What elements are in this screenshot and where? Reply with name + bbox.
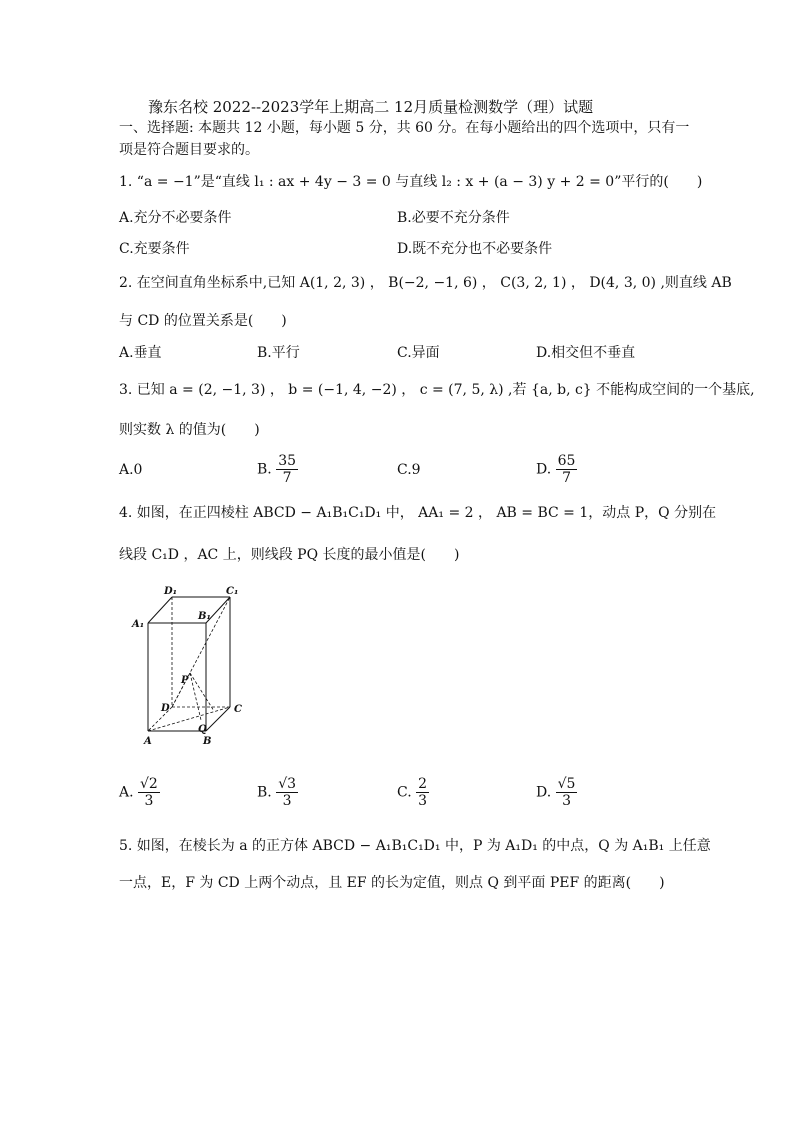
option-prefix: B. <box>257 461 272 478</box>
edge-a1-d1 <box>148 597 172 623</box>
fraction <box>556 776 578 809</box>
denominator: 3 <box>418 793 428 809</box>
label-p: P <box>181 675 189 686</box>
option-prefix: A. <box>119 784 134 801</box>
exam-title: 豫东名校 2022--2023学年上期高二 12月质量检测数学（理）试题 <box>148 98 594 116</box>
question-2-option-b: B.平行 <box>257 345 300 361</box>
fraction <box>276 776 298 809</box>
question-2-option-c: C.异面 <box>397 345 440 361</box>
question-2-stem-line2: 与 CD 的位置关系是( ) <box>119 313 287 329</box>
prism-figure <box>128 583 253 751</box>
denominator: 3 <box>144 793 154 809</box>
numerator: √3 <box>278 776 297 792</box>
aux-line-2 <box>190 673 214 711</box>
label-a: A <box>144 736 152 747</box>
question-3-stem-line1: 3. 已知 a = (2, −1, 3) ， b = (−1, 4, −2) ， c = (7, 5, λ) ,若 {a, b, c} 不能构成空间的一个基底, <box>119 382 755 398</box>
fraction <box>138 776 160 809</box>
label-c: C <box>234 704 242 715</box>
option-prefix: D. <box>536 784 552 801</box>
question-5-stem-line2: 一点，E，F 为 CD 上两个动点，且 EF 的长为定值，则点 Q 到平面 PEF 的距离( ) <box>119 875 665 891</box>
question-4-option-c <box>397 776 429 809</box>
question-4-option-b <box>257 776 298 809</box>
label-b1: B₁ <box>198 611 211 622</box>
question-4-stem-line1: 4. 如图，在正四棱柱 ABCD − A₁B₁C₁D₁ 中， AA₁ = 2 ， AB = BC = 1，动点 P，Q 分别在 <box>119 505 717 521</box>
label-d1: D₁ <box>164 586 178 597</box>
fraction <box>556 453 578 486</box>
question-1-option-b: B.必要不充分条件 <box>397 210 510 226</box>
question-1-option-a: A.充分不必要条件 <box>119 210 232 226</box>
question-4-stem-line2: 线段 C₁D ，AC 上，则线段 PQ 长度的最小值是( ) <box>119 547 460 563</box>
label-a1: A₁ <box>132 619 145 630</box>
question-3-option-d <box>536 453 577 486</box>
option-prefix: C. <box>397 784 412 801</box>
denominator: 3 <box>562 793 572 809</box>
fraction <box>416 776 429 809</box>
label-q: Q <box>198 724 207 735</box>
option-prefix: B. <box>257 784 272 801</box>
option-prefix: D. <box>536 461 552 478</box>
question-4-option-d <box>536 776 577 809</box>
numerator: 35 <box>278 453 297 469</box>
denominator: 3 <box>282 793 292 809</box>
denominator: 7 <box>282 470 292 486</box>
segment-pq <box>190 673 201 720</box>
question-2-option-d: D.相交但不垂直 <box>536 345 636 361</box>
question-3-option-c: C.9 <box>397 462 421 478</box>
question-3-option-b <box>257 453 298 486</box>
question-1-option-d: D.既不充分也不必要条件 <box>397 241 553 257</box>
numerator: √5 <box>557 776 576 792</box>
question-3-option-a: A.0 <box>119 462 143 478</box>
question-2-stem-line1: 2. 在空间直角坐标系中,已知 A(1, 2, 3) ， B(−2, −1, 6) ， C(3, 2, 1) ， D(4, 3, 0) ,则直线 AB <box>119 275 732 291</box>
section-heading-line2: 项是符合题目要求的。 <box>119 142 259 158</box>
question-1-option-c: C.充要条件 <box>119 241 190 257</box>
question-3-stem-line2: 则实数 λ 的值为( ) <box>119 422 260 438</box>
fraction <box>276 453 298 486</box>
label-d: D <box>161 703 170 714</box>
question-4-option-a <box>119 776 160 809</box>
section-heading-line1: 一、选择题: 本题共 12 小题，每小题 5 分，共 60 分。在每小题给出的四个选项中，只有一 <box>119 120 690 136</box>
question-2-option-a: A.垂直 <box>119 345 162 361</box>
numerator: √2 <box>140 776 158 792</box>
question-5-stem-line1: 5. 如图，在棱长为 a 的正方体 ABCD − A₁B₁C₁D₁ 中，P 为 A₁D₁ 的中点，Q 为 A₁B₁ 上任意 <box>119 838 711 854</box>
denominator: 7 <box>562 470 572 486</box>
numerator: 65 <box>557 453 576 469</box>
label-c1: C₁ <box>226 586 239 597</box>
label-b: B <box>203 736 212 747</box>
question-1-stem: 1. “a = −1”是“直线 l₁ : ax + 4y − 3 = 0 与直线 l₂ : x + (a − 3) y + 2 = 0”平行的( ) <box>119 174 703 190</box>
numerator: 2 <box>418 776 428 792</box>
